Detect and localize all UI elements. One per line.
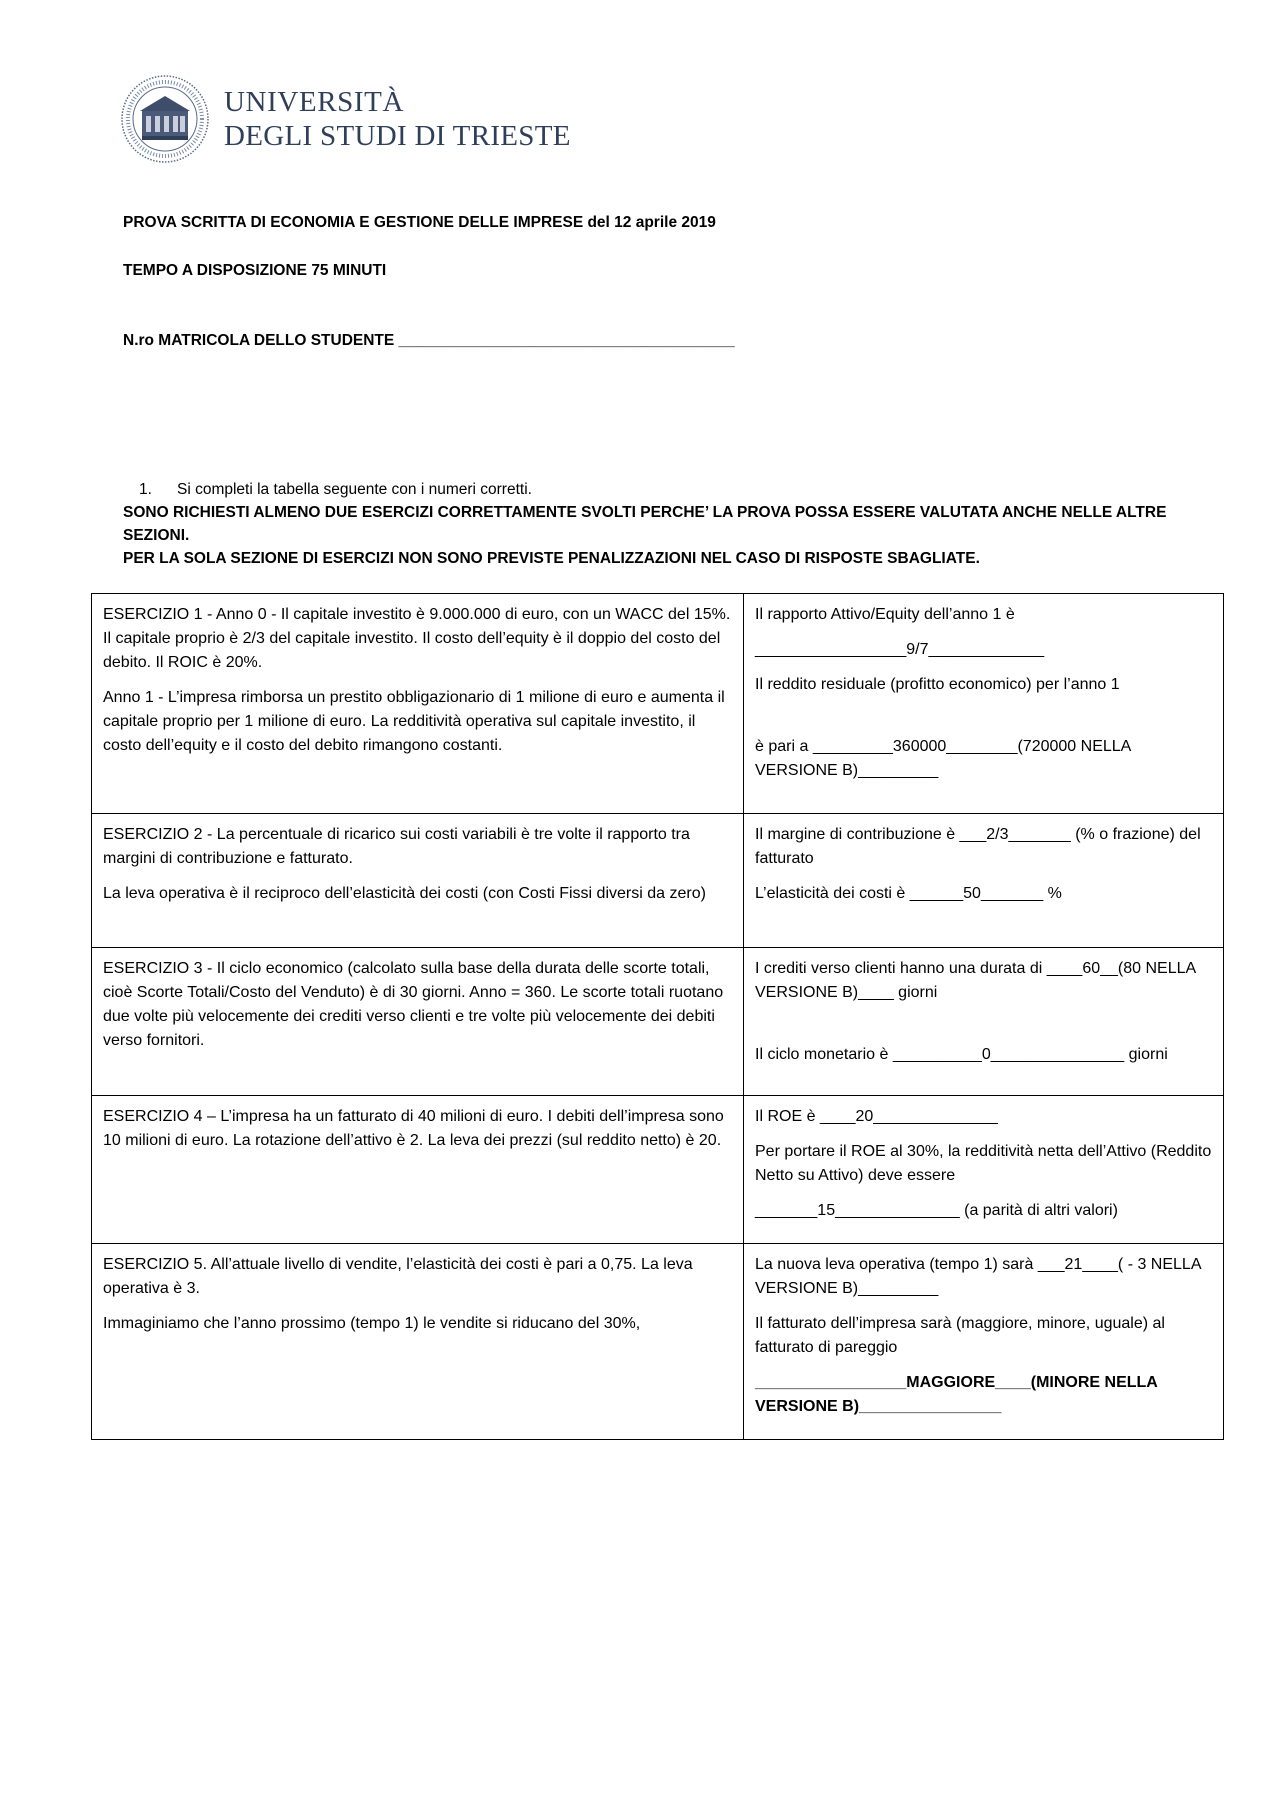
- exercise-4-answer-c: _______15______________ (a parità di altri valori): [755, 1202, 1118, 1219]
- exam-time: TEMPO A DISPOSIZIONE 75 MINUTI: [123, 262, 387, 279]
- exercise-1-answer-a: Il rapporto Attivo/Equity dell’anno 1 è: [755, 606, 1015, 623]
- exercise-row-3: [92, 948, 1224, 1096]
- exercise-1-answer-d: è pari a _________360000________(720000 NELLA VERSIONE B)_________: [755, 738, 1131, 779]
- exercise-5-answer-c: _________________MAGGIORE____(MINORE NELLA VERSIONE B)________________: [755, 1374, 1158, 1415]
- exercise-4-answer: [744, 1096, 1224, 1244]
- university-seal-logo: [120, 74, 210, 164]
- university-name-line1: UNIVERSITÀ: [224, 86, 404, 118]
- exercise-5-answer-a: La nuova leva operativa (tempo 1) sarà ___21____( - 3 NELLA VERSIONE B)_________: [755, 1256, 1201, 1297]
- exercise-3-answer: [744, 948, 1224, 1096]
- instruction-item: [123, 478, 1173, 501]
- exercise-1-text-a: ESERCIZIO 1 - Anno 0 - Il capitale investito è 9.000.000 di euro, con un WACC del 15%. Il capitale proprio è 2/3 del capitale investito. Il costo dell’equity è il doppio del costo del debito. Il ROIC è 20%.: [103, 606, 731, 671]
- exercise-5-answer: [744, 1244, 1224, 1440]
- instruction-note-1: SONO RICHIESTI ALMENO DUE ESERCIZI CORRETTAMENTE SVOLTI PERCHE’ LA PROVA POSSA ESSERE VALUTATA ANCHE NELLE ALTRE SEZIONI.: [123, 504, 1167, 544]
- exercise-row-2: [92, 814, 1224, 948]
- exercise-2-answer-b: L’elasticità dei costi è ______50_______ %: [755, 885, 1062, 902]
- exercise-row-1: [92, 594, 1224, 814]
- exercise-2-answer-a: Il margine di contribuzione è ___2/3_______ (% o frazione) del fatturato: [755, 826, 1201, 867]
- exercise-4-answer-a: Il ROE è ____20______________: [755, 1108, 998, 1125]
- university-name: [224, 85, 571, 153]
- student-id-field: N.ro MATRICOLA DELLO STUDENTE _______________________________________: [123, 332, 735, 349]
- exercise-row-4: [92, 1096, 1224, 1244]
- exercise-2-question: [92, 814, 744, 948]
- instruction-note-2: PER LA SOLA SEZIONE DI ESERCIZI NON SONO PREVISTE PENALIZZAZIONI NEL CASO DI RISPOSTE SBAGLIATE.: [123, 550, 980, 567]
- instructions: [123, 478, 1173, 570]
- exercise-2-answer: [744, 814, 1224, 948]
- exercise-3-question: [92, 948, 744, 1096]
- exercise-1-answer: [744, 594, 1224, 814]
- exercise-1-answer-b: _________________9/7_____________: [755, 641, 1045, 658]
- exercise-row-5: [92, 1244, 1224, 1440]
- exam-title: PROVA SCRITTA DI ECONOMIA E GESTIONE DELLE IMPRESE del 12 aprile 2019: [123, 214, 716, 231]
- exercise-3-answer-a: I crediti verso clienti hanno una durata di ____60__(80 NELLA VERSIONE B)____ giorni: [755, 960, 1196, 1001]
- instruction-number: 1.: [139, 481, 152, 498]
- exercise-table: [91, 593, 1224, 1440]
- exercise-1-answer-c: Il reddito residuale (profitto economico) per l’anno 1: [755, 676, 1120, 693]
- exercise-1-question: [92, 594, 744, 814]
- exercise-2-text-a: ESERCIZIO 2 - La percentuale di ricarico sui costi variabili è tre volte il rapporto tra margini di contribuzione e fatturato.: [103, 826, 690, 867]
- exercise-3-text-a: ESERCIZIO 3 - Il ciclo economico (calcolato sulla base della durata delle scorte totali, cioè Scorte Totali/Costo del Venduto) è di 30 giorni. Anno = 360. Le scorte totali ruotano due volte più velocemente dei crediti verso clienti e tre volte più velocemente dei debiti verso fornitori.: [103, 960, 724, 1049]
- exercise-4-text-a: ESERCIZIO 4 – L’impresa ha un fatturato di 40 milioni di euro. I debiti dell’impresa sono 10 milioni di euro. La rotazione dell’attivo è 2. La leva dei prezzi (sul reddito netto) è 20.: [103, 1108, 724, 1149]
- exercise-5-text-a: ESERCIZIO 5. All’attuale livello di vendite, l’elasticità dei costi è pari a 0,75. La leva operativa è 3.: [103, 1256, 693, 1297]
- exercise-4-question: [92, 1096, 744, 1244]
- exercise-5-answer-b: Il fatturato dell’impresa sarà (maggiore, minore, uguale) al fatturato di pareggio: [755, 1315, 1165, 1356]
- exercise-5-text-b: Immaginiamo che l’anno prossimo (tempo 1) le vendite si riducano del 30%,: [103, 1315, 641, 1332]
- exercise-4-answer-b: Per portare il ROE al 30%, la redditività netta dell’Attivo (Reddito Netto su Attivo) deve essere: [755, 1143, 1212, 1184]
- instruction-text: Si completi la tabella seguente con i numeri corretti.: [177, 481, 532, 498]
- exercise-2-text-b: La leva operativa è il reciproco dell’elasticità dei costi (con Costi Fissi diversi da zero): [103, 885, 706, 902]
- exercise-5-question: [92, 1244, 744, 1440]
- university-header: [120, 74, 571, 164]
- exercise-3-answer-b: Il ciclo monetario è __________0_______________ giorni: [755, 1046, 1168, 1063]
- university-name-line2: DEGLI STUDI DI TRIESTE: [224, 120, 571, 152]
- exercise-1-text-b: Anno 1 - L’impresa rimborsa un prestito obbligazionario di 1 milione di euro e aumenta il capitale proprio per 1 milione di euro. La redditività operativa sul capitale investito, il costo dell’equity e il costo del debito rimangono costanti.: [103, 689, 725, 754]
